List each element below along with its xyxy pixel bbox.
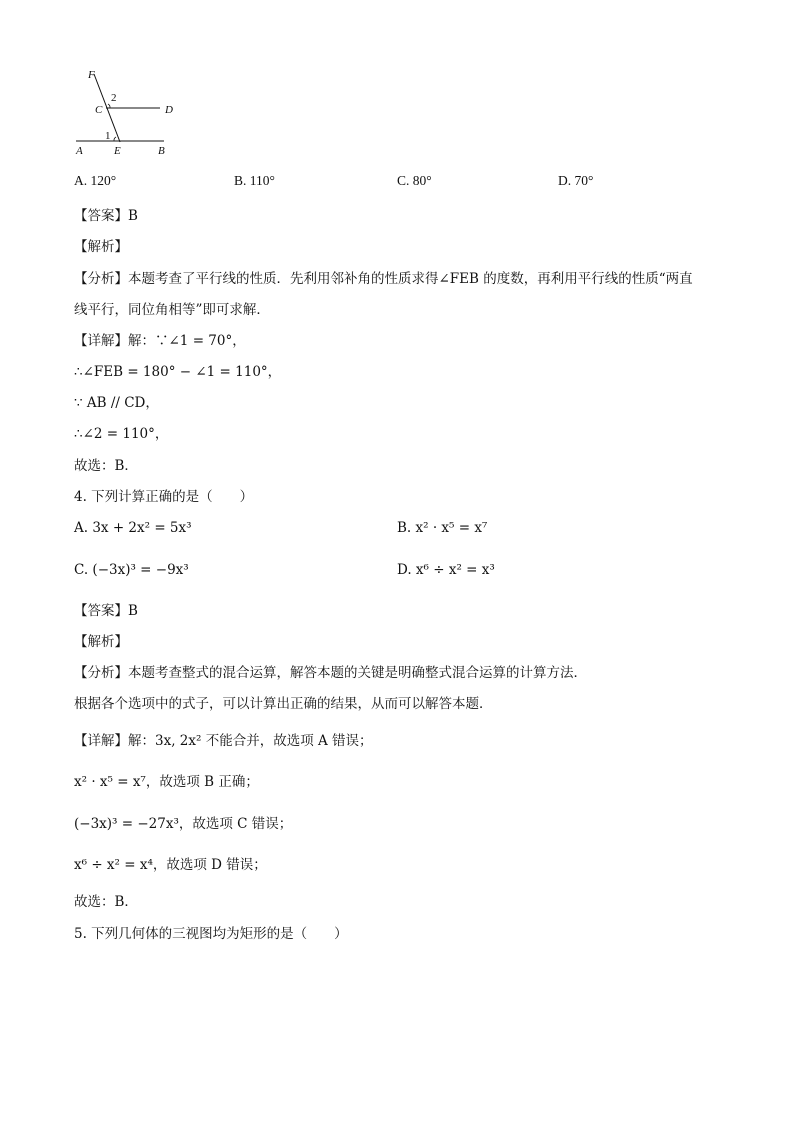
q3-answer: 【答案】B bbox=[74, 208, 138, 224]
q3-detail-line1: 【详解】解：∵∠1 = 70°， bbox=[74, 333, 246, 349]
angle-2-arc bbox=[108, 104, 110, 108]
q4-analysis-line1: 【分析】本题考查整式的混合运算，解答本题的关键是明确整式混合运算的计算方法． bbox=[74, 665, 587, 681]
q3-detail-line3: ∵ AB // CD， bbox=[74, 395, 159, 411]
q4-detail-line4: x⁶ ÷ x² = x⁴，故选项 D 错误； bbox=[74, 857, 267, 873]
label-b: B bbox=[158, 145, 165, 157]
q4-detail-line1: 【详解】解：3x, 2x² 不能合并，故选项 A 错误； bbox=[74, 733, 373, 749]
angle-1-arc bbox=[114, 137, 116, 141]
label-a: A bbox=[76, 145, 83, 157]
q3-option-c: C. 80° bbox=[397, 173, 432, 188]
q3-detail-line4: ∴∠2 = 110°， bbox=[74, 426, 169, 442]
q3-option-a: A. 120° bbox=[74, 173, 117, 188]
label-d: D bbox=[165, 104, 173, 116]
q5-stem: 5. 下列几何体的三视图均为矩形的是（ ） bbox=[74, 926, 348, 942]
q3-analysis-line2: 线平行，同位角相等”即可求解． bbox=[74, 302, 270, 318]
label-f: F bbox=[88, 69, 95, 81]
q4-option-c: C. (−3x)³ = −9x³ bbox=[74, 562, 189, 578]
label-e: E bbox=[114, 145, 121, 157]
q4-choice: 故选：B． bbox=[74, 894, 138, 910]
q4-detail-line3: (−3x)³ = −27x³，故选项 C 错误； bbox=[74, 816, 293, 832]
q4-option-d: D. x⁶ ÷ x² = x³ bbox=[397, 562, 495, 578]
q4-answer: 【答案】B bbox=[74, 603, 138, 619]
q3-analysis-heading: 【解析】 bbox=[74, 239, 128, 255]
q4-option-b: B. x² · x⁵ = x⁷ bbox=[397, 520, 488, 536]
q3-detail-line2: ∴∠FEB = 180° − ∠1 = 110°， bbox=[74, 364, 282, 380]
q3-option-b: B. 110° bbox=[234, 173, 275, 188]
geometry-figure bbox=[68, 66, 188, 162]
q3-choice: 故选：B． bbox=[74, 458, 138, 474]
q4-analysis-heading: 【解析】 bbox=[74, 634, 128, 650]
q4-option-a: A. 3x + 2x² = 5x³ bbox=[74, 520, 192, 536]
q3-analysis-line1: 【分析】本题考查了平行线的性质．先利用邻补角的性质求得∠FEB 的度数，再利用平行线的性质“两直 bbox=[74, 271, 693, 287]
q4-stem: 4. 下列计算正确的是（ ） bbox=[74, 489, 254, 505]
label-angle-2: 2 bbox=[111, 92, 117, 104]
q4-detail-line2: x² · x⁵ = x⁷，故选项 B 正确； bbox=[74, 774, 259, 790]
q4-analysis-line2: 根据各个选项中的式子，可以计算出正确的结果，从而可以解答本题． bbox=[74, 696, 493, 712]
label-c: C bbox=[95, 104, 103, 116]
q3-option-d: D. 70° bbox=[558, 173, 594, 188]
label-angle-1: 1 bbox=[105, 130, 111, 142]
